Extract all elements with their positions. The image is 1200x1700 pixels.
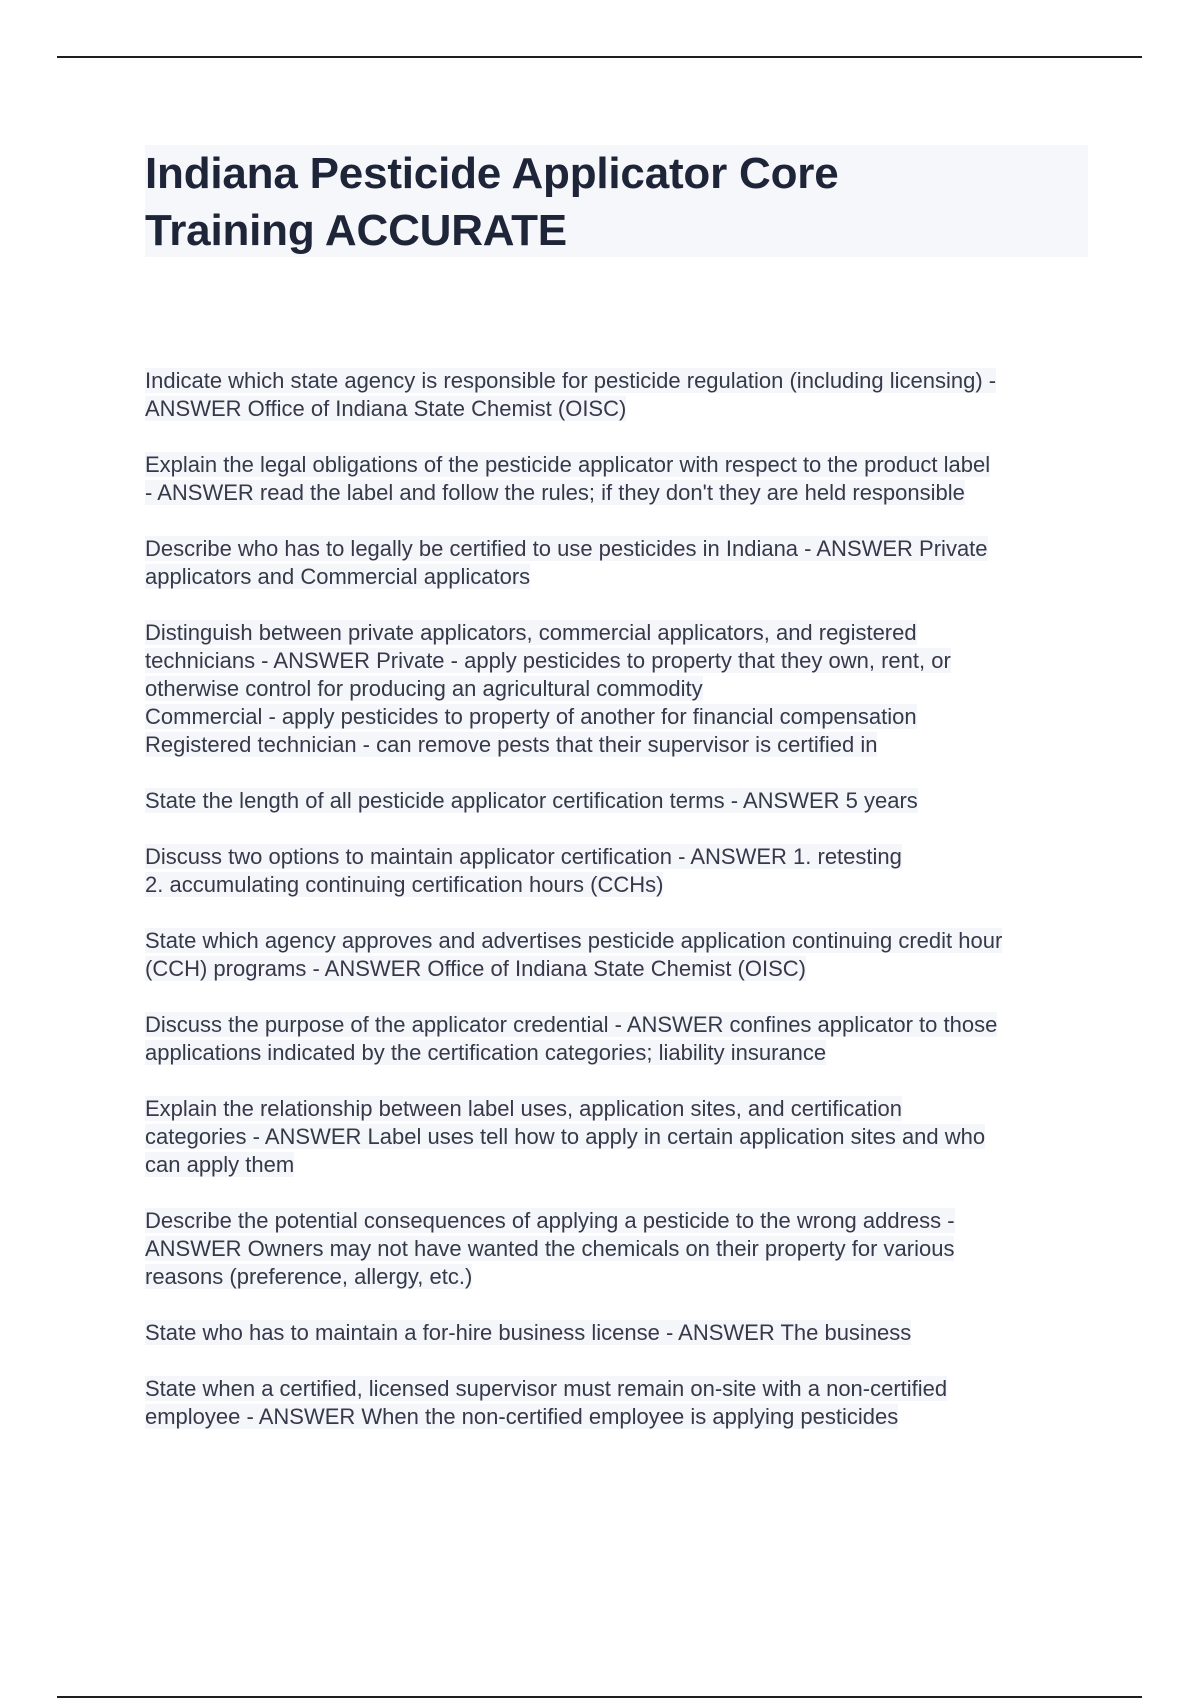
qa-line [145,703,1105,731]
qa-text: Discuss two options to maintain applicator certification - ANSWER 1. retesting [145,844,902,869]
qa-text: Registered technician - can remove pests that their supervisor is certified in [145,732,878,757]
qa-text: ANSWER Office of Indiana State Chemist (OISC) [145,396,627,421]
qa-text: applications indicated by the certification categories; liability insurance [145,1040,827,1065]
title-line-1: Indiana Pesticide Applicator Core [145,149,839,198]
qa-text: otherwise control for producing an agricultural commodity [145,676,703,701]
qa-text: Describe the potential consequences of applying a pesticide to the wrong address - [145,1208,955,1233]
qa-line [145,871,1105,899]
qa-item [145,1207,1105,1291]
qa-line [145,395,1105,423]
qa-text: Distinguish between private applicators, commercial applicators, and registered [145,620,917,645]
qa-line [145,1011,1105,1039]
qa-text: Discuss the purpose of the applicator credential - ANSWER confines applicator to those [145,1012,998,1037]
qa-text: categories - ANSWER Label uses tell how to apply in certain application sites and who [145,1124,986,1149]
qa-item [145,1319,1105,1347]
qa-item [145,619,1105,759]
qa-line [145,647,1105,675]
qa-text: State the length of all pesticide applicator certification terms - ANSWER 5 years [145,788,918,813]
qa-text: Describe who has to legally be certified to use pesticides in Indiana - ANSWER Private [145,536,988,561]
qa-line [145,1319,1105,1347]
qa-line [145,843,1105,871]
qa-item [145,787,1105,815]
qa-item [145,1095,1105,1179]
qa-text: Explain the relationship between label uses, application sites, and certification [145,1096,903,1121]
title-line-2: Training ACCURATE [145,206,567,255]
qa-line [145,1263,1105,1291]
qa-text: State who has to maintain a for-hire business license - ANSWER The business [145,1320,912,1345]
qa-line [145,731,1105,759]
qa-line [145,535,1105,563]
qa-text: Commercial - apply pesticides to property of another for financial compensation [145,704,917,729]
qa-text: State which agency approves and advertises pesticide application continuing credit hour [145,928,1003,953]
top-rule [57,56,1142,58]
qa-line [145,1235,1105,1263]
qa-text: State when a certified, licensed supervisor must remain on-site with a non-certified [145,1376,948,1401]
qa-line [145,955,1105,983]
qa-text: employee - ANSWER When the non-certified employee is applying pesticides [145,1404,899,1429]
qa-text: reasons (preference, allergy, etc.) [145,1264,473,1289]
qa-item [145,367,1105,423]
qa-item [145,1375,1105,1431]
qa-line [145,927,1105,955]
qa-text: applicators and Commercial applicators [145,564,531,589]
qa-text: can apply them [145,1152,295,1177]
qa-item [145,1011,1105,1067]
qa-text: - ANSWER read the label and follow the rules; if they don't they are held responsible [145,480,965,505]
qa-line [145,1403,1105,1431]
qa-line [145,1375,1105,1403]
qa-item [145,451,1105,507]
qa-line [145,787,1105,815]
qa-text: technicians - ANSWER Private - apply pesticides to property that they own, rent, or [145,648,951,673]
qa-line [145,367,1105,395]
qa-text: 2. accumulating continuing certification hours (CCHs) [145,872,664,897]
qa-item [145,535,1105,591]
qa-text: ANSWER Owners may not have wanted the chemicals on their property for various [145,1236,955,1261]
document-title [145,145,1088,259]
qa-line [145,1039,1105,1067]
qa-list [145,367,1105,1459]
qa-line [145,1151,1105,1179]
title-block [145,145,1088,257]
bottom-rule [57,1696,1142,1698]
qa-line [145,1207,1105,1235]
qa-line [145,1095,1105,1123]
qa-line [145,675,1105,703]
qa-line [145,451,1105,479]
qa-text: Indicate which state agency is responsible for pesticide regulation (including licensing) - [145,368,997,393]
qa-item [145,843,1105,899]
qa-item [145,927,1105,983]
qa-text: (CCH) programs - ANSWER Office of Indiana State Chemist (OISC) [145,956,806,981]
qa-line [145,1123,1105,1151]
qa-line [145,563,1105,591]
qa-text: Explain the legal obligations of the pesticide applicator with respect to the product label [145,452,991,477]
qa-line [145,479,1105,507]
qa-line [145,619,1105,647]
